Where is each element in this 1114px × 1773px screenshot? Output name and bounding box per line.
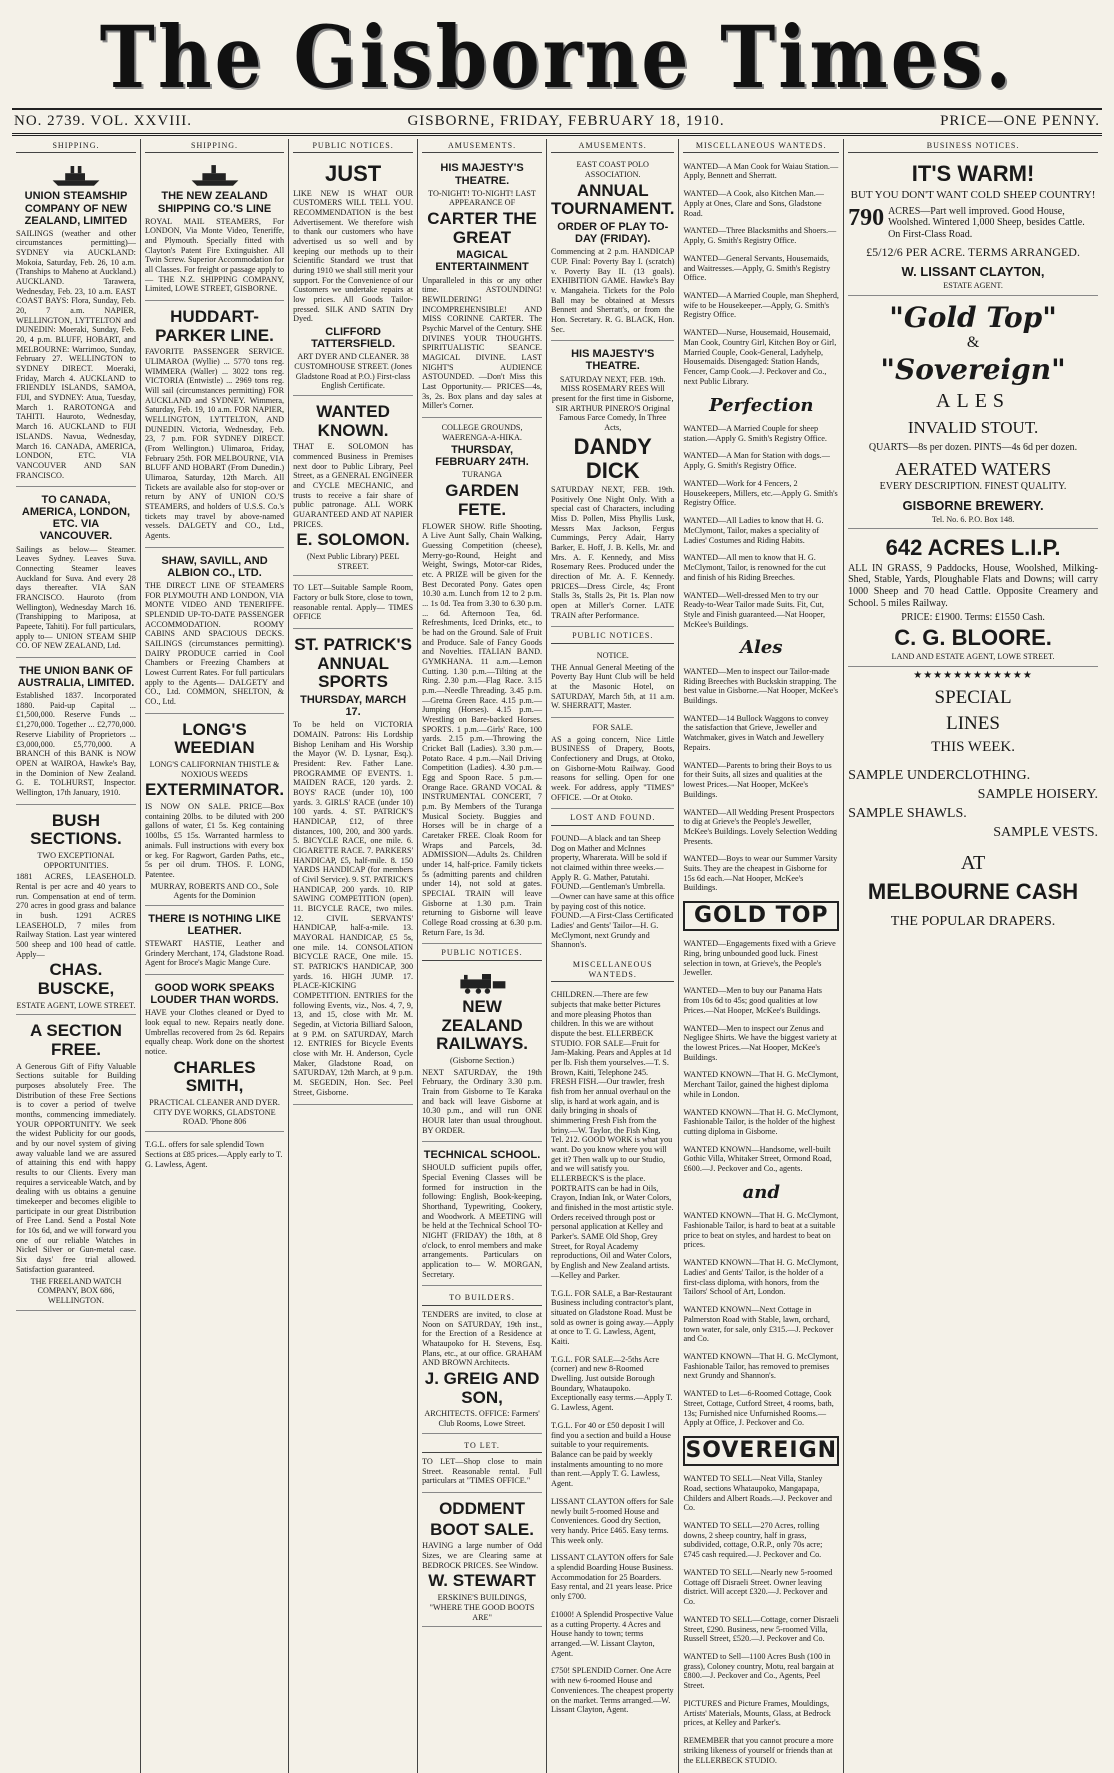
column-amusements-1 <box>418 139 547 1773</box>
wanted-item: REMEMBER that you cannot procure a more striking likeness of yourself or friends than at the ELLERBECK STUDIO. <box>683 1736 834 1765</box>
column-heading: AMUSEMENTS. <box>422 139 542 153</box>
lissant-ad-2: LISSANT CLAYTON offers for Sale a splendid Boarding House Business. Accommodation for 25 Boarders. Easy rental, and 21 years lease. Price only £700. <box>551 1553 674 1602</box>
just-text: LIKE NEW IS WHAT OUR CUSTOMERS WILL TELL YOU. RECOMMENDATION is the best Advertisement. We therefore wish to thank our customers who have advertised us so well and by keeping our methods up to their Scientific Standard we trust that during 1910 we shall still merit your support. For the Convenience of our Customers we undertake repairs at low prices. All Goods Tailor-pressed. SILK AND SATIN Dry Dyed. <box>293 188 414 324</box>
wanted-item: WANTED TO SELL—Neat Villa, Stanley Road, sections Whataupoko, Mangapapa, Childers and Albert Roads.—J. Peckover and Co. <box>683 1474 832 1513</box>
column-amusements-2 <box>547 139 679 1773</box>
hp-text: FAVORITE PASSENGER SERVICE. ULIMAROA (Wyllie) ... 5770 tons reg. WIMMERA (Waller) ... 3022 tons reg. VICTORIA (Entwistle) ... 2969 tons reg. Will sail (circumstances permitting) FOR AUCKLAND and SYDNEY. Wimmera, Saturday, Feb. 19, 10 a.m. FOR NAPIER, WELLINGTON, LYTTELTON, AND DUNEDIN. Victoria, Wednesday, Feb. 23, 7 p.m. FOR SYDNEY DIRECT. (From Wellington.) Ulimaroa, Friday, February 25th. FOR MELBOURNE, VIA BLUFF AND HOBART (From Dunedin.) Ulimaroa, Saturday, 12th March. All Tickets are available also for stop-over or return by ANY of UNION CO.'S STEAMERS, and holders of U.S.S. Co.'s tickets may travel by above-named vessels. DALGETY and CO., Ltd., Agents. <box>144 347 285 541</box>
newspaper-title: The Gisborne Times. <box>99 8 1015 108</box>
price-ad-2: £750! SPLENDID Corner. One Acre with new 6-roomed House and Conveniences. The cheapest property on the market. Terms arranged.—W. Lissant Clayton, Agent. <box>551 1666 674 1715</box>
leather-text: STEWART HASTIE, Leather and Grindery Merchant, 174, Gladstone Road. Agent for Broce's Magic Mange Cure. <box>144 939 285 968</box>
canada-ad <box>16 489 136 658</box>
lissant-ad-1: LISSANT CLAYTON offers for Sale newly built 5-roomed House and Conveniences. Good dry Section, very handy. Price £465. Easy terms. This week only. <box>551 1496 674 1545</box>
wanted-item: WANTED to Sell—1100 Acres Bush (100 in grass), Coloney country, Motu, real bargain at £800.—J. Peckover and Co., Agents, Peel Street. <box>683 1652 834 1691</box>
columns <box>12 139 1102 1765</box>
column-shipping-1 <box>12 139 141 1773</box>
lip-ad <box>848 531 1098 666</box>
union-text: SAILINGS (weather and other circumstances permitting)— SYDNEY via AUCKLAND: Mokoia, Saturday, Feb. 26, 10 a.m. (Tranships to Maheno at Auckland.) AUCKLAND. Tarawera, Wednesday, Feb. 23, 10 a.m. EAST COAST BAYS: Flora, Sunday, Feb. 20, 7 a.m. NAPIER, WELLINGTON, LYTTELTON and DUNEDIN: Moeraki, Sunday, Feb. 20, 4 p.m. BLUFF, HOBART, and MELBOURNE: Warrimoo, Sunday, February 27. WELLINGTON to SYDNEY DIRECT. Moeraki, Friday, March 4. AUCKLAND to FRIENDLY ISLANDS, SAMOA, FIJI, and SYDNEY: Atua, Tuesday, March 1. RAROTONGA and TAHITI. Hauroto, Wednesday, March 16. AUCKLAND to FIJI ISLANDS. Navua, Wednesday, March 16. CANADA, AMERICA, LONDON, ETC. VIA VANCOUVER AND SAN FRANCISCO. <box>16 228 136 480</box>
oddment-title: ODDMENT <box>439 1499 526 1519</box>
theatre-text: TO-NIGHT! TO-NIGHT! LAST APPEARANCE OF <box>428 188 536 208</box>
bank-title: THE UNION BANK OF AUSTRALIA, LIMITED. <box>17 664 135 690</box>
patrick-title: ST. PATRICK'S ANNUAL SPORTS <box>294 635 412 692</box>
tgl-notice: T.G.L. offers for sale splendid Town Sections at £85 prices.—Apply early to T. G. Lawless, Agent. <box>144 1140 283 1169</box>
wanted-title: WANTED KNOWN. <box>316 401 390 440</box>
greig-title: J. GREIG AND SON, <box>424 1368 540 1407</box>
smith-ad <box>145 977 284 1132</box>
melbourne-cash: MELBOURNE CASH <box>867 879 1079 905</box>
builders-heading: TO BUILDERS. <box>422 1291 542 1305</box>
wanted-item: WANTED KNOWN—That H. G. McClymont, Fashionable Tailor, is hard to beat at a suitable price to beat on styles, and hardest to beat on prices. <box>683 1211 839 1250</box>
this-week-label: THIS WEEK. <box>931 738 1015 755</box>
sample-shawls: SAMPLE SHAWLS. <box>848 805 967 821</box>
union-title: UNION STEAMSHIP COMPANY OF NEW ZEALAND, LIMITED <box>24 190 128 227</box>
wanted-item: WANTED—A Man Cook for Waiau Station.—Apply, Bennett and Sherratt. <box>683 161 839 181</box>
tolet-shop-text: TO LET—Shop close to main Street. Reasonable rental. Full particulars at "TIMES OFFICE." <box>422 1457 543 1486</box>
lip-text: ALL IN GRASS, 9 Paddocks, House, Woolshed, Milking-Shed, Stable, Yards, Ploughable Flats and Downs; will carry 1000 Sheep and 70 head Cattle. Opposite Creamery and School. 5 miles Railway. <box>848 562 1098 610</box>
lip-price: PRICE: £1900. Terms: £1550 Cash. <box>901 611 1045 623</box>
builders-text: TENDERS are invited, to close at Noon on SATURDAY, 19th inst., for the Erection of a Residence at Whataupoko for H. Stevens, Esq. Plans, etc., at our office. GRAHAM AND BROWN Architects. <box>422 1309 543 1368</box>
weedian-title: LONG'S WEEDIAN <box>174 719 255 758</box>
hunt-club-notice <box>551 648 674 718</box>
wanted-item: WANTED—14 Bullock Waggons to convey the satisfaction that Grieve, Jeweller and Watchmaker, gives in Watch and Jewellery Repairs. <box>683 713 829 752</box>
railways-ad <box>422 965 542 1142</box>
fete-date: THURSDAY, FEBRUARY 24TH. <box>435 444 529 469</box>
lip-title: 642 ACRES L.I.P. <box>885 535 1061 561</box>
special-label: SPECIAL <box>934 687 1012 709</box>
technical-school-ad <box>422 1144 542 1286</box>
murray-agents: MURRAY, ROBERTS AND CO., Sole Agents for the Dominion <box>150 881 279 901</box>
patrick-date: THURSDAY, MARCH 17. <box>300 694 407 719</box>
warm-title: IT'S WARM! <box>911 161 1035 187</box>
column-business-notices <box>844 139 1102 1773</box>
dateline <box>12 108 1102 136</box>
price-ad-1: £1000! A Splendid Prospective Value as a cutting Property. 4 Acres and House handy to town; terms arranged.—W. Lissant Clayton, Agent. <box>551 1609 674 1658</box>
polo-association: EAST COAST POLO ASSOCIATION. <box>576 160 649 180</box>
special-lines-ad <box>848 685 1098 932</box>
canada-title: TO CANADA, AMERICA, LONDON, ETC. VIA VANCOUVER. <box>21 494 131 543</box>
leather-title: THERE IS NOTHING LIKE LEATHER. <box>148 912 281 937</box>
weedian-subtitle: LONG'S CALIFORNIAN THISTLE & NOXIOUS WEEDS <box>149 760 280 779</box>
wanted-item: WANTED—A Married Couple for sheep station.—Apply G. Smith's Registry Office. <box>683 423 827 443</box>
fete-title: GARDEN FETE. <box>445 481 519 519</box>
bank-ad <box>16 660 136 805</box>
tolet-heading: TO LET. <box>422 1439 542 1453</box>
aerated-sub: EVERY DESCRIPTION. FINEST QUALITY. <box>879 480 1067 492</box>
acres-text: ACRES—Part well improved. Good House, Woolshed. Wintered 1,000 Sheep, besides Cattle. On First-Class Road. <box>888 205 1085 241</box>
fete-sub: TURANGA <box>462 470 503 480</box>
weedian-ad <box>145 716 284 906</box>
carter-text: Unparalleled in this or any other time. ASTOUNDING! BEWILDERING! INCOMPREHENSIBLE! AND MISS CORINNE CARTER. The Psychic Marvel of the Century. SHE DIVINES YOUR THOUGHTS. SPIRITUALISTIC SEANCE. MAGICAL DIVINE. LAST NIGHT'S AUDIENCE ASTOUNDED. —Don't Miss this Last Opportunity.— PRICES—4s, 3s, 2s. Box plans and day sales at Miller's Corner. <box>422 275 543 411</box>
theatre-title: HIS MAJESTY'S THEATRE. <box>440 162 524 187</box>
wanted-item: WANTED TO SELL—Nearly new 5-roomed Cottage off Disraeli Street. Owner leaving district. Will accept £320.—J. Peckover and Co. <box>683 1568 833 1607</box>
order-of-play: ORDER OF PLAY TO-DAY (FRIDAY). <box>557 221 669 246</box>
wanted-item: WANTED—Nurse, Housemaid, Housemaid, Man Cook, Country Girl, Kitchen Boy or Girl, Married Couple, Cook-General, Ladyhelp, Housemaids. Disengaged: Station Hands, Fencer, Camp Cook.—J. Peckover and Co., next Public Library. <box>683 328 837 386</box>
clifford-title: CLIFFORD TATTERSFIELD. <box>311 326 396 351</box>
column-heading: SHIPPING. <box>145 139 284 153</box>
column-heading: BUSINESS NOTICES. <box>848 139 1098 153</box>
clifford-text: ART DYER AND CLEANER. 38 CUSTOMHOUSE STREET. (Jones Gladstone Road at P.O.) First-class English Certificate. <box>294 352 412 391</box>
wanted-item: WANTED—Men to buy our Panama Hats from 10s 6d to 45s; good qualities at low Prices.—Nat Hooper, McKee's Buildings. <box>683 986 822 1015</box>
lost-found-heading: LOST AND FOUND. <box>551 811 674 825</box>
good-work-slogan: GOOD WORK SPEAKS LOUDER THAN WORDS. <box>150 982 279 1007</box>
weedian-text: IS NOW ON SALE. PRICE—Box containing 20lbs. to be diluted with 200 gallons of water, £1 5s. Keg containing 100lbs, £5 15s. Warranted harmless to animals. Full instructions with every box or keg. For Ragwort, Garden Paths, etc., 5s per oil drum. THOS. F. LONG, Patentee. <box>144 802 285 879</box>
bush-sections-ad <box>16 807 136 1016</box>
sample-vests: SAMPLE VESTS. <box>993 824 1098 840</box>
place-date: GISBORNE, FRIDAY, FEBRUARY 18, 1910. <box>407 113 725 129</box>
brewery-name: GISBORNE BREWERY. <box>902 497 1044 513</box>
to-let-ad <box>293 578 413 629</box>
hp-title: HUDDART-PARKER LINE. <box>155 307 274 345</box>
at-label: AT <box>960 852 986 875</box>
shaw-title: SHAW, SAVILL, AND ALBION CO., LTD. <box>161 554 268 579</box>
wanted-item: WANTED KNOWN—That H. G. McClymont, Fashionable Tailor, has removed to premises next Grundy and Shannon's. <box>683 1352 839 1381</box>
quarts-pints: QUARTS—8s per dozen. PINTS—4s 6d per dozen. <box>868 441 1078 453</box>
polo-text: Commencing at 2 p.m. HANDICAP CUP. Final: Poverty Bay I. (scratch) v. Poverty Bay II. (13 goals). EXHIBITION GAME. Hawke's Bay v. Mangaheia. Tickets for the Polo Ball may be obtained at Messrs Bennett and Sherratt's, or from the Hon. Secretary. R. G. BLACK, Hon. Sec. <box>551 247 675 334</box>
dandy-dick-ad <box>551 343 674 627</box>
fete-text: FLOWER SHOW. Rifle Shooting, A Live Aunt Sally, Chain Walking, Guessing Competition (cheese), Merry-go-Round, Height and Weight, Swings, Motor-car Rides, etc. A PRIZE will be given for the Best Decorated Pony. Gates open 10.30 a.m. Lunch from 12 to 2 p.m. ... 1s 0d. Tea from 3.30 to 6.30 p.m. ... 6d. Afternoon Tea, 6d. Refreshments, Iced Drinks, etc., to be had on the Ground. Sale of Fruit and Produce. Sale of Fancy Goods and Novelties. ITALIAN BAND. GYMKHANA. 11 a.m.—Lemon Cutting. 1.30 p.m.—Tilting at the Ring. 2.30 p.m.—Flag Race. 3.15 p.m.—Needle Threading. 3.45 p.m.—Gretna Green Race. 4.15 p.m.—Jumping (Horses). 4.15 p.m.—Wrestling on Bare-backed Horses. SPORTS. 1 p.m.—Girls' Race, 100 yards. 2.15 p.m.—Throwing the Cricket Ball (Ladies). 3.30 p.m.—Potato Race. 4 p.m.—Nail Driving Competition (Ladies). 4.30 p.m.—Egg and Spoon Race. 5 p.m.—Orange Race. GRAND VOCAL & INSTRUMENTAL CONCERT, 7 p.m. By Members of the Turanga Musical Society. Buggies and Horses will be in charge of a Caretaker FREE. Cloak Room for Wraps and Parcels, 3d. ADMISSION—Adults 2s. Children under 14, half-price. Family tickets 5s (admitting parents and children under 14), not sold at gates. SPECIAL TRAIN will leave Gisborne at 1.30 p.m. Train returning to Gisborne will leave College Road crossing at 6.30 p.m. Return Fare, 1s 3d. <box>422 521 543 937</box>
aerated-waters: AERATED WATERS <box>894 459 1052 480</box>
wanted-item: WANTED KNOWN—That H. G. McClymont, Ladies' and Gents' Tailor, is the holder of a first-class diploma, with honors, from the Tailors' School of Art, London. <box>683 1258 839 1297</box>
wanted-item: WANTED—Parents to bring their Boys to us for their Suits, all sizes and qualities at the lowest Prices.—Nat Hooper, McKee's Buildings. <box>683 760 832 799</box>
and-heading: and <box>742 1181 780 1203</box>
column-heading: MISCELLANEOUS WANTEDS. <box>683 139 839 153</box>
forsale-text: AS a going concern, Nice Little BUSINESS of Drapery, Boots, Confectionery and Drugs, at Otoko, on Gisborne-Motu Railway. Good reasons for selling. Open for one week. For address, apply "TIMES" OFFICE. —Or at Otoko. <box>551 734 675 802</box>
column-heading: SHIPPING. <box>16 139 136 153</box>
builders-ad <box>422 1288 542 1433</box>
section-text: A Generous Gift of Fifty Valuable Sections suitable for Building purposes absolutely Free. The Distribution of these Free Sections is to cover a period of twelve months, commencing immediately. YOUR OPPORTUNITY. We seek the widest Publicity for our goods, and by our novel system of giving away valuable land we are assured of attaining this end with happy results to our Clients. Every man requires a serviceable Watch, and by dealing with us obtains a genuine timekeeper and becomes eligible to participate in our great Distribution of Free Land. Send a Postal Note for 10s 6d, and we will forward you one of our reliable Watches in Nickel Silver or Gun-metal case. Six days' free trial allowed. Satisfaction guaranteed. <box>16 1061 136 1274</box>
sample-underclothing: SAMPLE UNDERCLOTHING. <box>848 767 1031 783</box>
misc-heading: MISCELLANEOUS WANTEDS. <box>551 958 674 982</box>
nzs-title: THE NEW ZEALAND SHIPPING CO.'S LINE <box>157 190 272 215</box>
wanted-item: WANTED KNOWN—Next Cottage in Palmerston Road with Stable, lawn, orchard, town water, for sale, only £315.—J. Peckover and Co. <box>683 1305 834 1344</box>
wanted-item: PICTURES and Picture Frames, Mouldings, Artists' Materials, Mounts, Glass, at Bedrock prices, at Kelley and Parker's. <box>683 1698 831 1728</box>
sovereign-heading: SOVEREIGN <box>683 1436 839 1466</box>
solomon-title: E. SOLOMON. <box>296 530 410 550</box>
acres-number: 790 <box>848 204 885 231</box>
wanted-item: WANTED KNOWN—That H. G. McClymont, Fashionable Tailor, is the holder of the highest cutting diploma in Gisborne. <box>683 1107 839 1136</box>
invalid-stout: INVALID STOUT. <box>907 417 1039 437</box>
leather-ad <box>145 908 284 975</box>
section-free-ad <box>16 1017 136 1310</box>
just-title: JUST <box>324 161 382 187</box>
sovereign-label: "Sovereign" <box>880 353 1066 387</box>
nz-shipping-ad <box>145 157 284 301</box>
dandy-title: DANDY DICK <box>573 433 652 483</box>
lost-text: FOUND—A black and tan Sheep Dog on Mather and McInnes property, Wharerata. Will be sold if not claimed within three weeks.—Apply R. G. Mather, Patutahi. FOUND.—Gentleman's Umbrella. —Owner can have same at this office by paying cost of this notice. FOUND.—A First-Class Certificated Ladies' and Gents' Tailor—H. G. McClymont, next Grundy and Shannon's. <box>551 833 675 950</box>
dandy-text: SATURDAY NEXT, FEB. 19th. Positively One Night Only. With a special cast of Characters, including Miss D. Pollen, Miss Phyllis Lusk, Messrs Max Jackson, Fergus Cummings, Percy Adair, Harry Barker, E. Hoff, J. B. Kells, Mr. and Mrs. A. F. Kennedy, and Miss Rosemary Rees. Produced under the direction of Mr. A. F. Kennedy. PRICES—Dress Circle, 4s; Front Stalls 3s, Stalls 2s, Pit 1s. Plan now open at Miller's Corner. LATE TRAIN after Performance. <box>551 484 675 620</box>
column-heading: AMUSEMENTS. <box>551 139 674 153</box>
stewart-text: ERSKINE'S BUILDINGS, "WHERE THE GOOD BOOTS ARE" <box>429 1593 535 1622</box>
wanted-item: WANTED—A Cook, also Kitchen Man.—Apply at Ones, Clare and Sons, Gladstone Road. <box>683 189 824 218</box>
wanted-item: WANTED—A Man for Station with dogs.—Apply, G. Smith's Registry Office. <box>683 451 830 471</box>
tech-title: TECHNICAL SCHOOL. <box>423 1149 541 1162</box>
ales-label: ALES <box>936 390 1011 413</box>
solomon-subtitle: (Next Public Library) PEEL STREET. <box>306 552 400 571</box>
weedian-big: EXTERMINATOR. <box>144 780 285 800</box>
buscke-subtitle: ESTATE AGENT, LOWE STREET. <box>16 1000 136 1010</box>
lissant-title: W. LISSANT CLAYTON, <box>901 264 1045 280</box>
tolet-text: TO LET—Suitable Sample Room, Factory or bulk Store, close to town, reasonable rental. Apply— TIMES OFFICE <box>293 583 414 622</box>
wanted-item: WANTED KNOWN—Handsome, well-built Gothic Villa, Whitaker Street, Ormond Road, £600.—J. Peckover and Co., agents. <box>683 1144 832 1174</box>
wanted-item: WANTED—All Ladies to know that H. G. McClymont, Tailor, makes a speciality of Ladies' Costumes and Riding Habits. <box>683 516 824 545</box>
wanted-item: WANTED—Well-dressed Men to try our Ready-to-Wear Tailor made Suits. Fit, Cut, Style and Finish guaranteed.—Nat Hooper, McKee's Buildings. <box>683 590 825 629</box>
bush-subtitle: TWO EXCEPTIONAL OPPORTUNITIES. <box>37 850 115 870</box>
column-misc-wanteds <box>679 139 844 1773</box>
wanted-item: WANTED—All Wedding Present Prospectors to dig at Grieve's the People's Jeweller, McKee's Buildings. Lovely Selection Wedding Presents. <box>683 807 838 846</box>
wanted-item: WANTED—A Married Couple, man Shepherd, wife to be Housekeeper.—Apply, G. Smith's Registry Office. <box>683 291 839 320</box>
price: PRICE—ONE PENNY. <box>940 113 1100 129</box>
public-notices-heading: PUBLIC NOTICES. <box>422 946 542 960</box>
to-let-shop-ad <box>422 1436 542 1493</box>
masthead <box>12 8 1102 108</box>
just-ad <box>293 157 413 395</box>
smith-subtitle: PRACTICAL CLEANER AND DYER. CITY DYE WORKS, GLADSTONE ROAD. 'Phone 806 <box>149 1097 280 1127</box>
boot-title: BOOT SALE. <box>430 1519 534 1539</box>
wanted-item: WANTED—Men to inspect our Zenus and Negligee Shirts. We have the biggest variety at the lowest Prices.—Nat Hooper, McKee's Buildings. <box>683 1023 837 1062</box>
shaw-savill-ad <box>145 550 284 714</box>
column-shipping-2 <box>141 139 289 1773</box>
rail-title: NEW ZEALAND RAILWAYS. <box>436 996 529 1054</box>
tournament-title: ANNUAL TOURNAMENT. <box>551 180 675 219</box>
acres-price: £5/12/6 PER ACRE. TERMS ARRANGED. <box>866 244 1080 259</box>
huddart-parker-ad <box>145 303 284 548</box>
brewery-ad <box>848 298 1098 529</box>
stewart-title: W. STEWART <box>428 1571 536 1591</box>
buscke-title: CHAS. BUSCKE, <box>37 960 115 998</box>
rail-text: NEXT SATURDAY, the 19th February, the Ordinary 3.30 p.m. Train from Gisborne to Te Karaka and back will leave Gisborne at 10.30 p.m., and will run ONE HOUR later than usual throughout. BY ORDER. <box>422 1067 543 1135</box>
perfection-heading: Perfection <box>709 394 814 416</box>
carter-name: CARTER THE GREAT <box>427 208 537 247</box>
lissant-subtitle: ESTATE AGENT. <box>943 281 1003 291</box>
warm-ad <box>848 157 1098 296</box>
wanted-item: WANTED—Boys to wear our Summer Varsity Suits. They are the cheapest in Gisborne for 15s 6d each.—Nat Hooper, McKee's Buildings. <box>683 854 838 893</box>
gold-top-heading: GOLD TOP <box>683 901 839 931</box>
wanted-item: WANTED—Engagements fixed with a Grieve Ring, bring unbounded good luck. Finest selection in town, at Grieve's, the People's Jeweller. <box>683 939 836 978</box>
watch-footer: THE FREELAND WATCH COMPANY, BOX 686, WELLINGTON. <box>30 1276 122 1305</box>
magical-title: MAGICAL ENTERTAINMENT <box>435 249 529 274</box>
wanted-item: WANTED TO SELL—270 Acres, rolling downs, 2 sheep country, half in grass, subdivided, cottage, O.R.P., only 70s acre; £745 cash required.—J. Peckover and Co. <box>683 1521 823 1560</box>
rail-subtitle: (Gisborne Section.) <box>449 1055 515 1065</box>
canada-text: Sailings as below— Steamer. Leaves Sydney. Leaves Suva. Connecting Steamer leaves Auckland for Suva. And every 28 days thereafter. VIA SAN FRANCISCO. Hauroto (from Wellington), Wednesday March 16. (Transhipping to Mariposa, at Papeete, Tahiti). For full particulars, apply to— UNION STEAM SHIP CO. OF NEW ZEALAND, Ltd. <box>16 544 136 651</box>
boot-sale-ad <box>422 1495 542 1627</box>
star-divider: ★★★★★★★★★★★★ <box>913 669 1033 681</box>
for-sale-notice <box>551 720 674 809</box>
nzs-text: ROYAL MAIL STEAMERS, For LONDON, Via Monte Video, Teneriffe, and Plymouth. Specially fitted with Clayton's Patent Fire Extinguisher. All Twin Screw. Superior Accommodation for all Classes. For freight or passage apply to— THE N.Z. SHIPPING COMPANY, Limited, LOWE STREET, GISBORNE. <box>144 216 285 294</box>
public-notices-heading: PUBLIC NOTICES. <box>551 629 674 643</box>
college-grounds: COLLEGE GROUNDS, WAERENGA-A-HIKA. <box>441 422 523 442</box>
tech-text: SHOULD sufficient pupils offer, Special Evening Classes will be formed for instruction in the following: English, Book-keeping, Shorthand, Typewriting, Cookery, and Woodwork. A MEETING will be held at the Technical School TO-NIGHT (FRIDAY) the 18th, at 8 o'clock, to enrol members and make arrangements. Particulars on application to— W. MORGAN, Secretary. <box>422 1163 543 1279</box>
popular-drapers: THE POPULAR DRAPERS. <box>890 914 1056 930</box>
misc-text: CHILDREN.—There are few subjects that make better Pictures and more pleasing Photos than children. In this we are without dispute the best. ELLERBECK STUDIO. FOR SALE—Fruit for Jam-Making. Pears and Apples at 1d per lb. Fish them yourselves.—T. S. Brown, Kaiti, Telephone 245. FRESH FISH.—Our trawler, fresh fish from her annual overhaul on the slip, is hard at work again, and is daily bringing in shoals of shimmering Fresh Fish from the briny.—W. Taylor, the Fish King, Tel. 212. GOOD WORK is what you want. Do you know where you will get it? Then walk up to our Studio, and we will satisfy you. ELLERBECK'S is the place. PORTRAITS can be had in Oils, Crayon, Indian Ink, or Water Colors, and finished in the most artistic style. Orders received through post or personal application at Kelley and Parker's. SAME Old Shop, Grey Street, for Royal Academy reproductions, Oil and Water Colors, by English and New Zealand artists.—Kelley and Parker. <box>551 990 674 1280</box>
brewery-tel: Tel. No. 6. P.O. Box 148. <box>931 514 1015 524</box>
wanted-item: WANTED—Three Blacksmiths and Shoers.—Apply, G. Smith's Registry Office. <box>683 226 837 246</box>
greig-text: ARCHITECTS. OFFICE: Farmers' Club Rooms, Lowe Street. <box>424 1409 540 1428</box>
wanted-item: WANTED to Let—6-Roomed Cottage, Cook Street, Cottage, Cutford Street, 4 rooms, bath, 13s; Furnished nice Unfurnished Rooms.—Apply at Office, J. Peckover and Co. <box>683 1389 834 1428</box>
issue-number: NO. 2739. VOL. XXVIII. <box>14 113 192 129</box>
rees-text: SATURDAY NEXT, FEB. 19th. MISS ROSEMARY REES Will present for the first time in Gisborne, SIR ARTHUR PINERO'S Original Famous Farce Comedy, In Three Acts, <box>551 374 674 432</box>
forsale-title: FOR SALE. <box>592 722 633 732</box>
bloore-subtitle: LAND AND ESTATE AGENT, LOWE STREET. <box>891 651 1055 661</box>
ampersand: & <box>966 334 980 352</box>
sample-hoisery: SAMPLE HOISERY. <box>977 786 1098 802</box>
polo-ad <box>551 157 674 341</box>
ales-heading: Ales <box>740 637 783 659</box>
tgl-ad-2: T.G.L. FOR SALE—2-5ths Acre (corner) and new 8-Roomed Dwelling. Just outside Borough Boundary, Whataupoko. Exceptionally easy terms.—Apply T. G. Lawless, Agent. <box>551 1354 673 1413</box>
tgl-ad-3: T.G.L. For 40 or £50 deposit I will find you a section and build a House suitable to your requirements. Balance can be paid by weekly instalments amounting to no more than rent.—Apply T. G. Lawless, Agent. <box>551 1420 671 1488</box>
notice-title: NOTICE. <box>596 650 629 660</box>
wanted-item: WANTED—General Servants, Housemaids, and Waitresses.—Apply, G. Smith's Registry Office. <box>683 253 831 283</box>
tgl-ad-1: T.G.L. FOR SALE, a Bar-Restaurant Business including contractor's plant, situated on Gladstone Road. Must be sold as owner is going away.—Apply at once to T. G. Lawless, Agent, Kaiti. <box>551 1288 674 1346</box>
warm-text: BUT YOU DON'T WANT COLD SHEEP COUNTRY! <box>850 188 1096 201</box>
column-heading: PUBLIC NOTICES. <box>293 139 413 153</box>
carter-ad <box>422 157 542 418</box>
union-steamship-ad <box>16 157 136 487</box>
bank-text: Established 1837. Incorporated 1880. Paid-up Capital ... £1,500,000. Reserve Funds ... £1,270,000. Together ... £2,770,000. Reserve Liability of Proprietors ... £3,000,000. £5,770,000. A BRANCH of this BANK is NOW OPEN at WAIROA, Hawke's Bay, in the Dominion of New Zealand. G. E. TOLHURST, Inspector. Wellington, 17th January, 1910. <box>16 691 136 797</box>
boot-text: HAVING a large number of Odd Sizes, we are Clearing same at BEDROCK PRICES. See Window. <box>422 1541 543 1570</box>
st-patricks-ad <box>293 631 413 1104</box>
newspaper-page <box>12 8 1102 1765</box>
steamship-icon <box>188 162 242 188</box>
lines-label: LINES <box>946 712 1000 734</box>
garden-fete-ad <box>422 420 542 944</box>
gold-top-label: "Gold Top" <box>889 301 1057 335</box>
smith-title: CHARLES SMITH, <box>173 1057 256 1096</box>
shaw-text: THE DIRECT LINE OF STEAMERS FOR PLYMOUTH AND LONDON, VIA MONTE VIDEO AND TENERIFFE. SPLENDID UP-TO-DATE PASSENGER ACCOMMODATION. ROOMY CABINS AND SPACIOUS DECKS. SAILINGS (circumstances permitting). DAIRY PRODUCE carried in Cool Chambers or Freezing Chambers at Lowest Current Rates. For full particulars apply to the Agents— DALGETY and CO., Ltd. COMMON, SHELTON, & CO., Ltd. <box>144 581 285 707</box>
locomotive-icon <box>455 970 509 996</box>
wanted-item: WANTED KNOWN—That H. G. McClymont, Merchant Tailor, gained the highest diploma while in London. <box>683 1070 839 1099</box>
bloore-title: C. G. BLOORE. <box>894 624 1052 650</box>
section-title: A SECTION FREE. <box>30 1021 122 1060</box>
wanted-text: THAT E. SOLOMON has commenced Business in Premises next door to Public Library, Peel Street, as a GENERAL ENGINEER and CYCLE MECHANIC, and trusts to receive a fair share of public patronage. ALL WORK GUARANTEED AND AT NAPIER PRICES. <box>293 442 414 529</box>
wanted-item: WANTED—Work for 4 Fencers, 2 Housekeepers, Millers, etc.—Apply G. Smith's Registry Office. <box>683 479 838 508</box>
wanted-item: WANTED TO SELL—Cottage, corner Disraeli Street, £290. Business, new 5-roomed Villa, Russell Street, £520.—J. Peckover and Co. <box>683 1614 839 1644</box>
theatre2-title: HIS MAJESTY'S THEATRE. <box>571 348 655 373</box>
bush-text: 1881 ACRES, LEASEHOLD. Rental is per acre and 40 years to run. Compensation at end of term. 270 acres in good grass and balance in bush. 1291 ACRES LEASEHOLD, 7 miles from Railway Station. Last year wintered 500 sheep and 100 head of cattle. Apply— <box>16 872 136 959</box>
wanted-item: WANTED—Men to inspect our Tailor-made Riding Breeches with Buckskin strapping. The best value in Gisborne.—Nat Hooper, McKee's Buildings. <box>683 666 839 705</box>
wanted-item: WANTED—All men to know that H. G. McClymont, Tailor, is renowned for the cut and finish of his Riding Breeches. <box>683 553 826 582</box>
notice-text: THE Annual General Meeting of the Poverty Bay Hunt Club will be held at the Masonic Hotel, on SATURDAY, March 5th, at 11 a.m. W. SHERRATT, Master. <box>551 662 675 711</box>
steamship-icon <box>49 162 103 188</box>
wanted-known-ad <box>293 398 413 576</box>
column-public-notices-1 <box>289 139 418 1773</box>
bush-title: BUSH SECTIONS. <box>30 810 122 849</box>
patrick-text: To be held on VICTORIA DOMAIN. Patrons: His Lordship Bishop Leniham and His Worship the Mayor (W. D. Lysnar, Esq.). President: Rev. Father Lane. PROGRAMME OF EVENTS. 1. MAIDEN RACE, 120 yards. 2. BOYS' RACE (under 10), 100 yards. 3. GIRLS' RACE (under 10) 100 yards. 4. ST. PATRICK'S HANDICAP, £12, of three distances, 100, 200, and 300 yards. 5. BICYCLE RACE, one mile. 6. CIGARETTE RACE. 7. PARKERS' HANDICAP, £5, half-mile. 8. 150 YARDS HANDICAP (for members of Civil Service). 9. ST. PATRICK'S HANDICAP, 200 yards. 10. RIP SAWING COMPETITION (open). 11. BICYCLE RACE, two miles. 12. CIVIL SERVANTS' HANDICAP, half-a-mile. 13. MAYORAL HANDICAP, £5 5s, one mile. 14. CONSOLATION BICYCLE RACE, One mile. 15. ST. PATRICK'S HANDICAP, 300 yards. 16. HIGH JUMP. 17. PLACE-KICKING COMPETITION. ENTRIES for the following Events, viz., Nos. 4, 7, 9, 13, and 15, close with Mr. M. Segedin, at Victoria Billiard Saloon, at 9 P.M. on SATURDAY, March 12. ENTRIES for Bicycle Events close with Mr. H. Anderson, Cycle Maker, Gladstone Road, on SATURDAY, 12th March, at 9 p.m. M. SEGEDIN, Hon. Sec. Peel Street, Gisborne. <box>293 720 414 1097</box>
smith-text: HAVE your Clothes cleaned or Dyed to look equal to new. Repairs neatly done. Umbrellas recovered from 2s 6d. Repairs equally cheap. Work done on the shortest notice. <box>144 1008 285 1056</box>
